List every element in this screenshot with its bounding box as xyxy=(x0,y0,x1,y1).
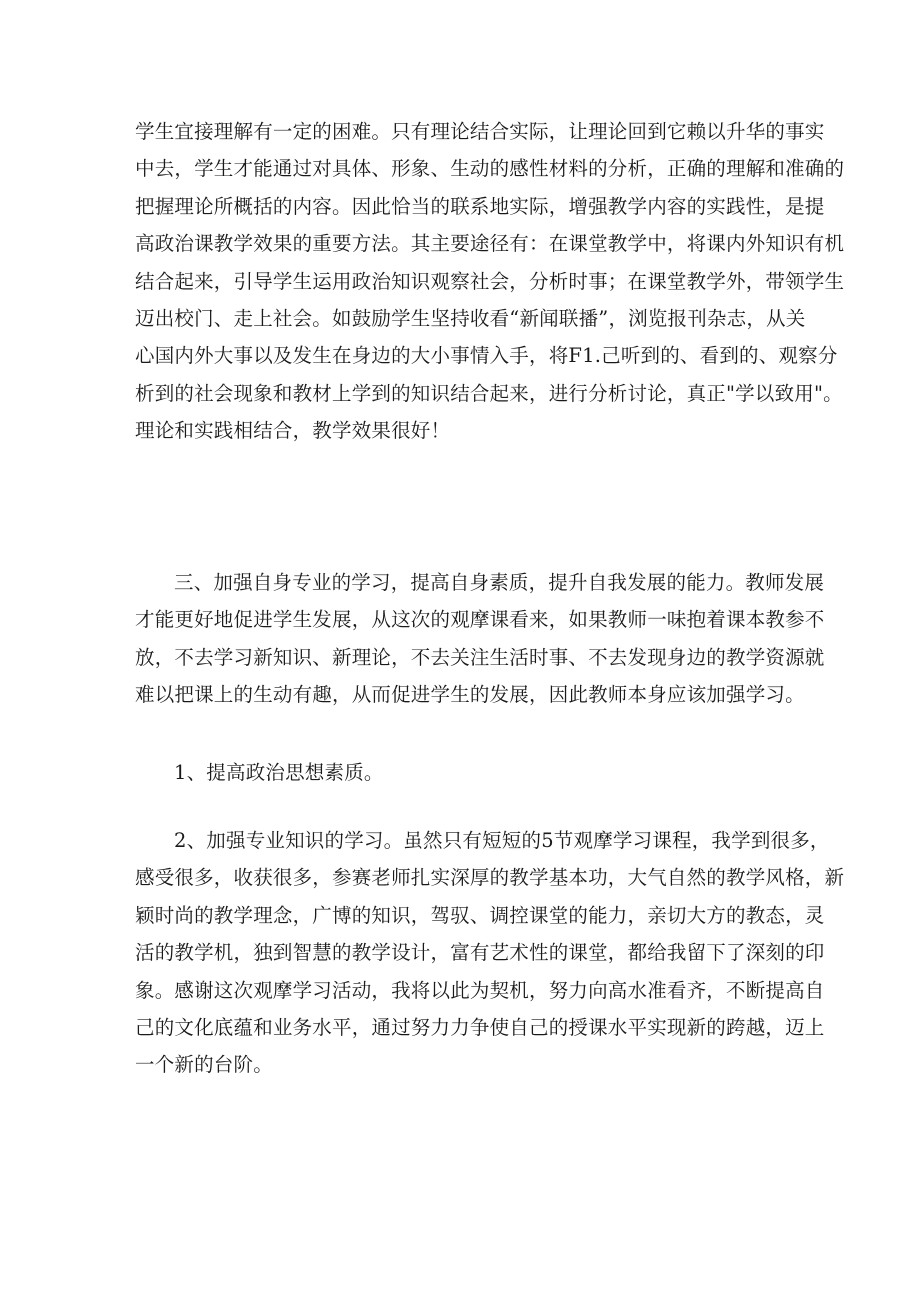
paragraph-line: 迈出校门、走上社会。如鼓励学生坚持收看“新闻联播”，浏览报刊杂志，从关 xyxy=(135,306,806,330)
paragraph-line: 象。感谢这次观摩学习活动，我将以此为契机，努力向高水准看齐，不断提高自 xyxy=(135,978,825,1002)
continuation-paragraph xyxy=(135,113,845,450)
paragraph-line: 学生宜接理解有一定的困难。只有理论结合实际，让理论回到它赖以升华的事实 xyxy=(135,120,825,143)
paragraph-line: 把握理论所概括的内容。因此恰当的联系地实际，增强教学内容的实践性，是提 xyxy=(135,194,825,218)
paragraph-line: 感受很多，收获很多，参赛老师扎实深厚的教学基本功，大气自然的教学风格，新 xyxy=(135,866,845,890)
paragraph-line: 颖时尚的教学理念，广博的知识，驾驭、调控课堂的能力，亲切大方的教态，灵 xyxy=(135,903,825,927)
paragraph-line: 一个新的台阶。 xyxy=(135,1053,273,1077)
paragraph-line: 2、加强专业知识的学习。虽然只有短短的5节观摩学习课程，我学到很多， xyxy=(174,829,830,852)
paragraph-line: 中去，学生才能通过对具体、形象、生动的感性材料的分析，正确的理解和准确的 xyxy=(135,157,845,181)
list-item-text: 1、提高政治思想素质。 xyxy=(174,761,384,784)
paragraph-line: 才能更好地促进学生发展，从这次的观摩课看来，如果教师一味抱着课本教参不 xyxy=(135,608,825,632)
paragraph-line: 理论和实践相结合，教学效果很好！ xyxy=(135,419,451,443)
paragraph-line: 活的教学机，独到智慧的教学设计，富有艺术性的课堂，都给我留下了深刻的印 xyxy=(135,941,825,965)
paragraph-line: 放，不去学习新知识、新理论，不去关注生活时事、不去发现身边的教学资源就 xyxy=(135,645,825,669)
paragraph-line: 难以把课上的生动有趣，从而促进学生的发展，因此教师本身应该加强学习。 xyxy=(135,683,805,707)
section-three-paragraph xyxy=(135,564,825,714)
paragraph-line: 心国内外大事以及发生在身边的大小事情入手，将F1.己听到的、看到的、观察分 xyxy=(135,344,838,368)
paragraph-line: 三、加强自身专业的学习，提高自身素质，提升自我发展的能力。教师发展 xyxy=(174,571,825,594)
paragraph-line: 高政治课教学效果的重要方法。其主要途径有：在课堂教学中，将课内外知识有机 xyxy=(135,232,845,256)
paragraph-line: 析到的社会现象和教材上学到的知识结合起来，进行分析讨论，真正"学以致用"。 xyxy=(135,381,843,405)
list-item-two xyxy=(135,822,845,1084)
paragraph-line: 己的文化底蕴和业务水平，通过努力力争使自己的授课水平实现新的跨越，迈上 xyxy=(135,1015,825,1039)
list-item-one xyxy=(135,754,795,791)
paragraph-line: 结合起来，引导学生运用政治知识观察社会，分析时事；在课堂教学外，带领学生 xyxy=(135,269,845,293)
